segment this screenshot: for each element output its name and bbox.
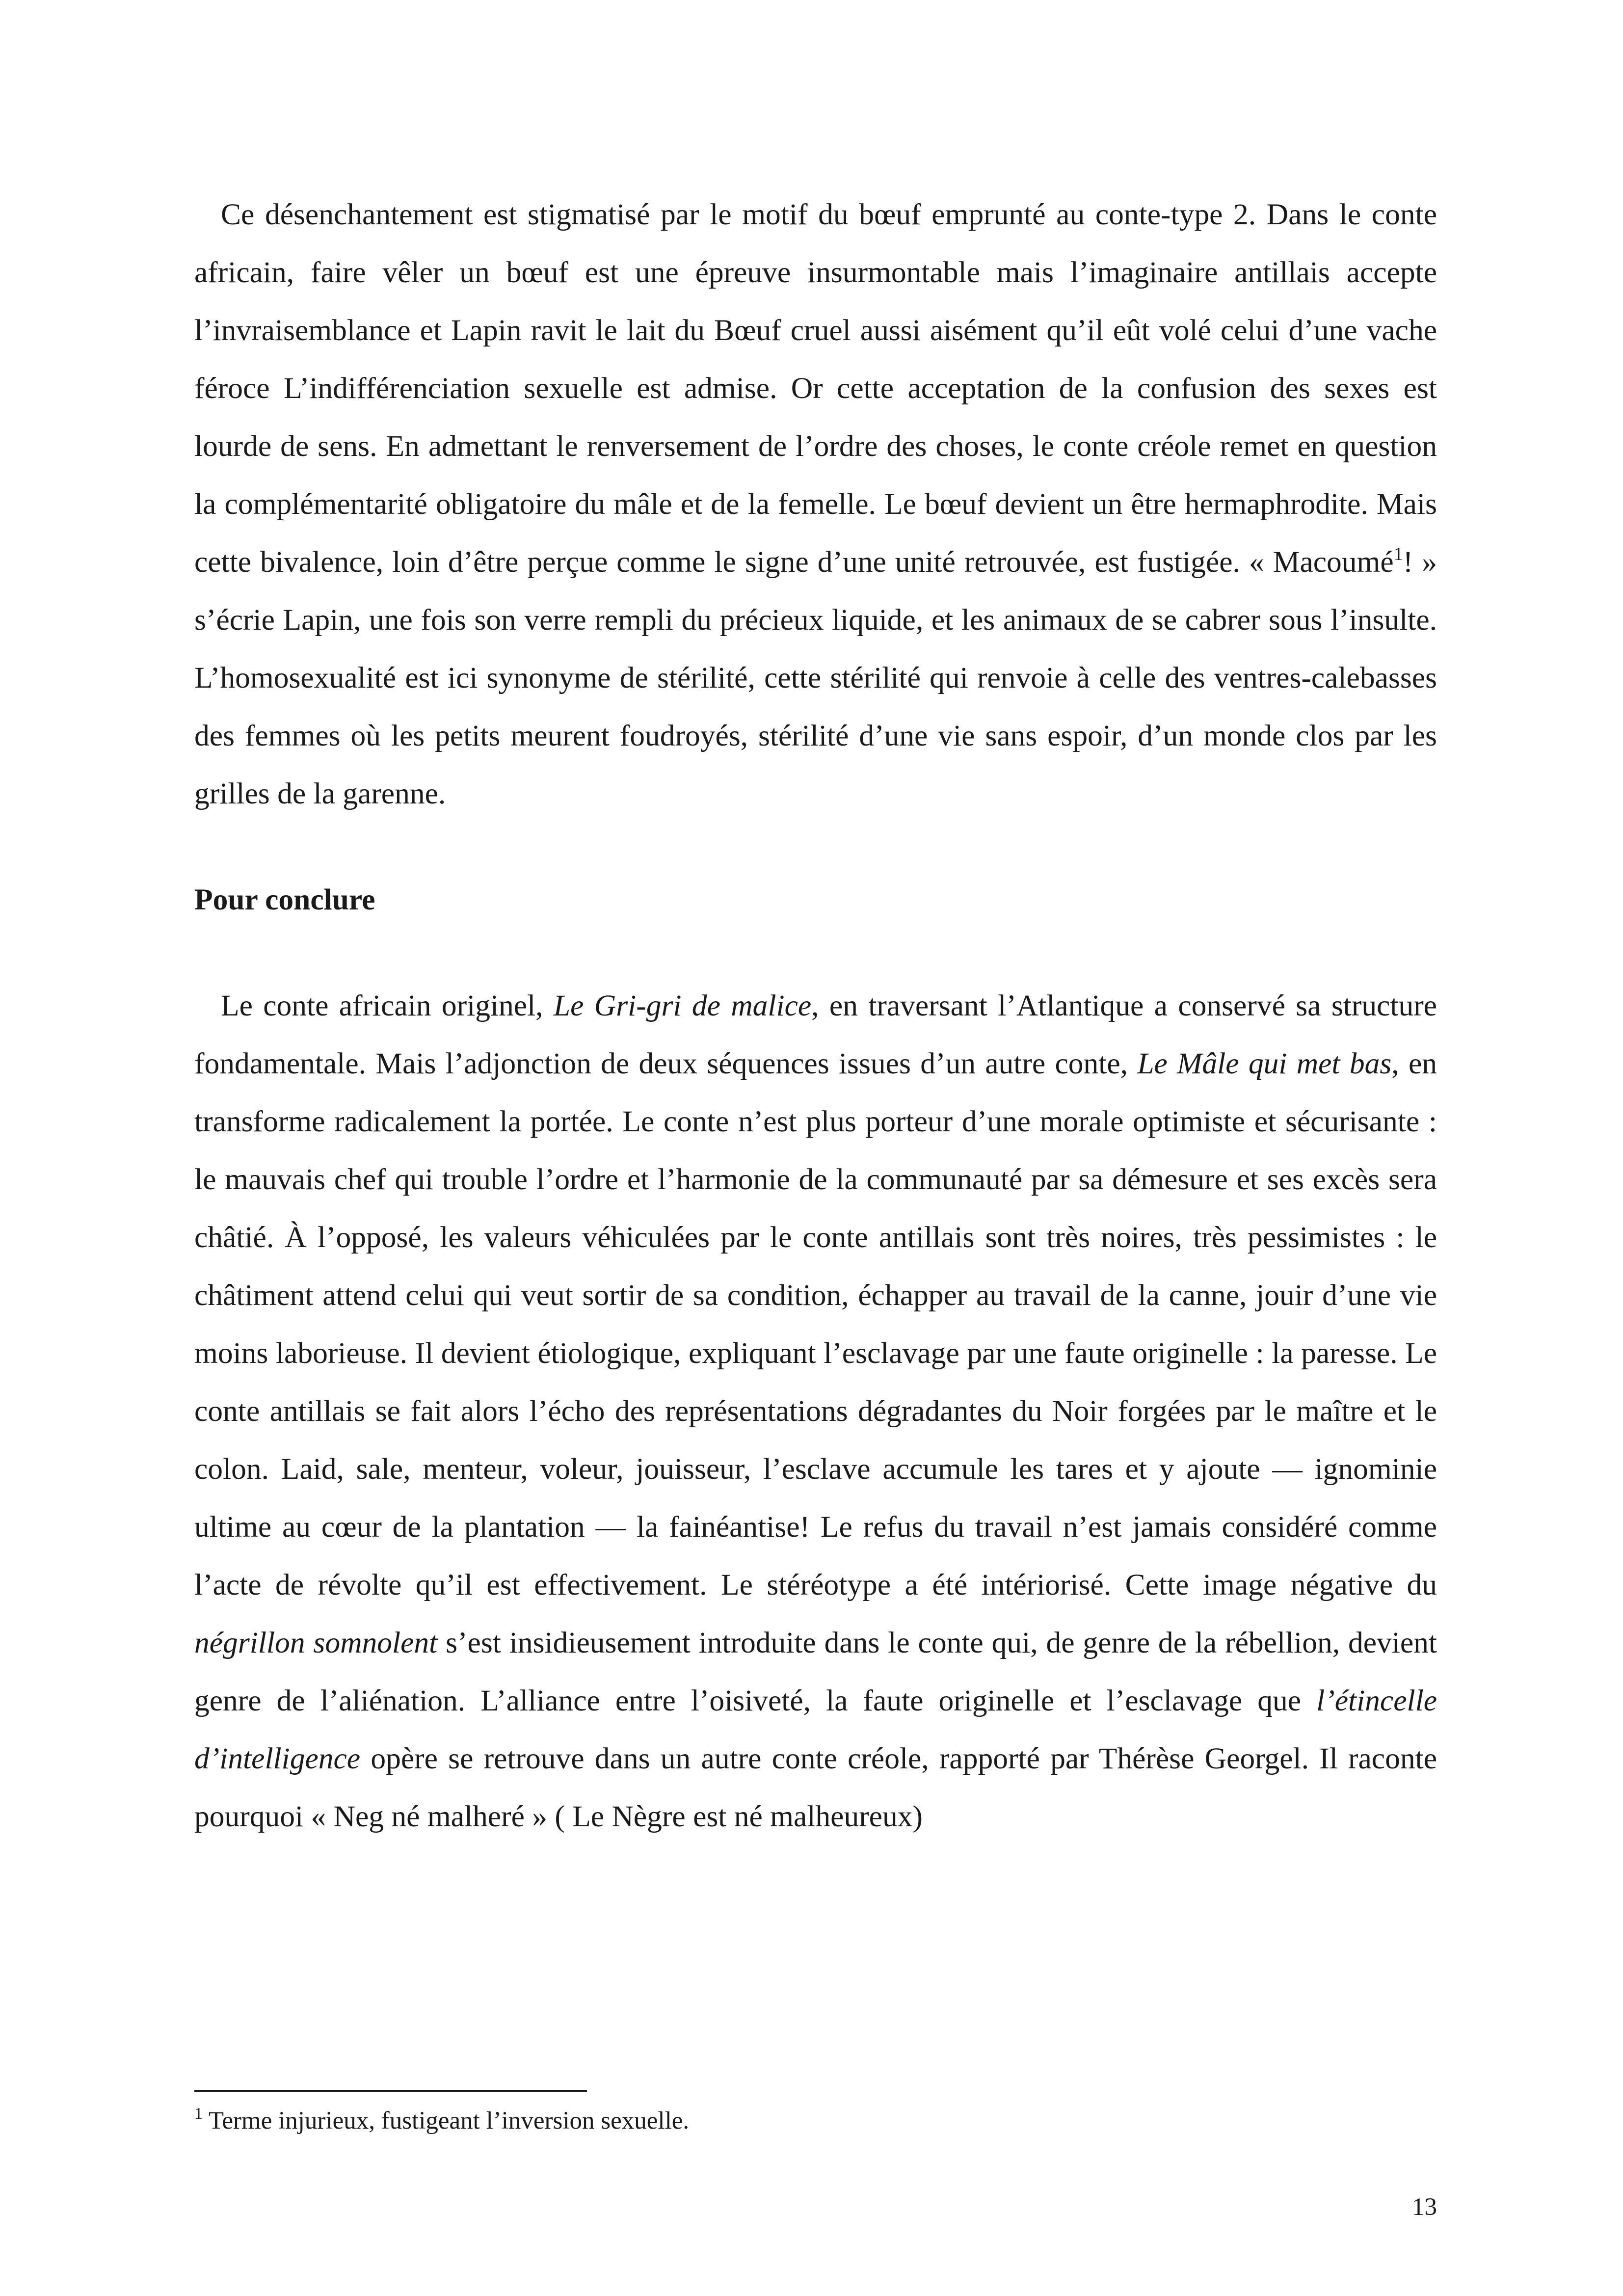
paragraph-1-text-continued: ! » s’écrie Lapin, une fois son verre rempli du précieux liquide, et les animaux de se cabrer sous l’insulte. L’homosexualité est ici synonyme de stérilité, cette stérilité qui renvoie à celle des ventres-calebasses des femmes où les petits meurent foudroyés, stérilité d’une vie sans espoir, d’un monde clos par les grilles de la garenne. xyxy=(194,545,1437,810)
page-number: 13 xyxy=(1412,2193,1437,2221)
paragraph-1-text: Ce désenchantement est stigmatisé par le motif du bœuf emprunté au conte-type 2. Dans le conte africain, faire vêler un bœuf est une épreuve insurmontable mais l’imaginaire antillais accepte l’invraisemblance et Lapin ravit le lait du Bœuf cruel aussi aisément qu’il eût volé celui d’une vache féroce L’indifférenciation sexuelle est admise. Or cette acceptation de la confusion des sexes est lourde de sens. En admettant le renversement de l’ordre des choses, le conte créole remet en question la complémentarité obligatoire du mâle et de la femelle. Le bœuf devient un être hermaphrodite. Mais cette bivalence, loin d’être perçue comme le signe d’une unité retrouvée, est fustigée. « Macoumé xyxy=(194,198,1437,579)
title-etincelle-d-intelligence: l’étincelle d’intelligence xyxy=(194,1684,1437,1775)
page-body xyxy=(194,186,1437,1845)
paragraph-2-text: opère se retrouve dans un autre conte créole, rapporté par Thérèse Georgel. Il raconte pourquoi « Neg né malheré » ( Le Nègre est né malheureux) xyxy=(194,1742,1437,1833)
italic-negrillon-somnolent: négrillon somnolent xyxy=(194,1626,438,1659)
title-le-male-qui-met-bas: Le Mâle qui met bas xyxy=(1137,1047,1392,1080)
paragraph-2-text: , en traversant l’Atlantique a conservé sa structure fondamentale. Mais l’adjonction de deux séquences issues d’un autre conte, xyxy=(194,989,1437,1080)
paragraph-1 xyxy=(194,186,1437,823)
footnote xyxy=(194,2104,1437,2138)
title-gri-gri-de-malice: Le Gri-gri de malice xyxy=(553,989,812,1022)
footnote-number: 1 xyxy=(194,2105,203,2123)
footnote-text: Terme injurieux, fustigeant l’inversion sexuelle. xyxy=(203,2107,690,2135)
footnote-reference[interactable]: 1 xyxy=(1393,544,1403,564)
section-heading: Pour conclure xyxy=(194,883,375,916)
paragraph-2 xyxy=(194,977,1437,1845)
paragraph-2-text: , en transforme radicalement la portée. Le conte n’est plus porteur d’une morale optimiste et sécurisante : le mauvais chef qui trouble l’ordre et l’harmonie de la communauté par sa démesure et ses excès sera châtié. À l’opposé, les valeurs véhiculées par le conte antillais sont très noires, très pessimistes : le châtiment attend celui qui veut sortir de sa condition, échapper au travail de la canne, jouir d’une vie moins laborieuse. Il devient étiologique, expliquant l’esclavage par une faute originelle : la paresse. Le conte antillais se fait alors l’écho des représentations dégradantes du Noir forgées par le maître et le colon. Laid, sale, menteur, voleur, jouisseur, l’esclave accumule les tares et y ajoute — ignominie ultime au cœur de la plantation — la fainéantise! Le refus du travail n’est jamais considéré comme l’acte de révolte qu’il est effectivement. Le stéréotype a été intériorisé. Cette image négative du xyxy=(194,1047,1437,1602)
paragraph-2-text: Le conte africain originel, xyxy=(221,989,554,1022)
paragraph-2-text: s’est insidieusement introduite dans le conte qui, de genre de la rébellion, devient genre de l’aliénation. L’alliance entre l’oisiveté, la faute originelle et l’esclavage que xyxy=(194,1626,1437,1717)
footnote-divider xyxy=(194,2090,587,2092)
